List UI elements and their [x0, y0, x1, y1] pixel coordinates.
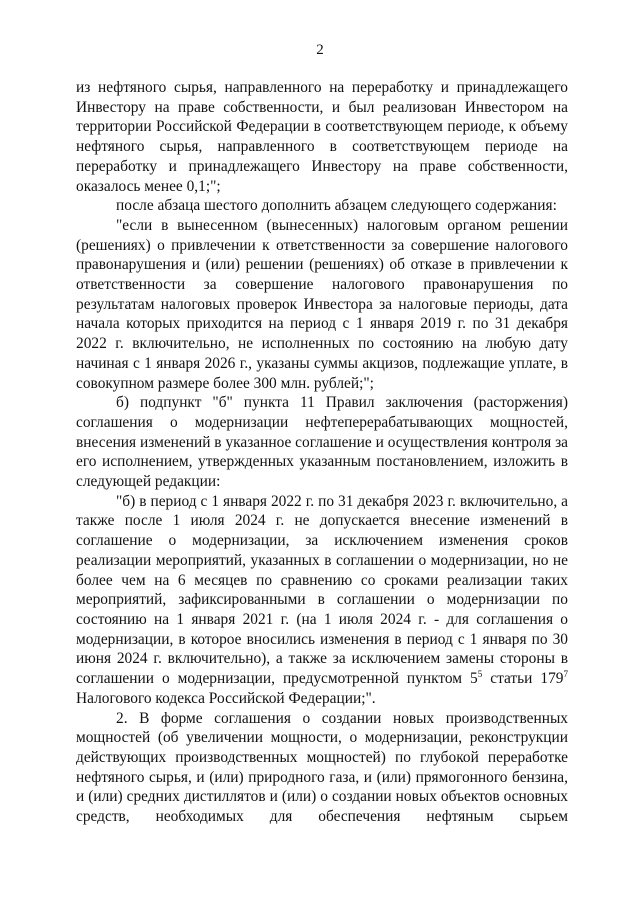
new-wording-article: статьи 179	[482, 670, 564, 688]
paragraph-new-clause: "если в вынесенном (вынесенных) налоговым органом решении (решениях) о привлечении к ответственности за совершение налогового правонарушения и (или) решении (решениях) об отказе в привлечении к ответственности за совершение налогового правонарушения по результатам налоговых проверок Инвестора за налоговые периоды, дата начала которых приходится на период с 1 января 2019 г. по 31 декабря 2022 г. включительно, не исполненных по состоянию на любую дату начиная с 1 января 2026 г., указаны суммы акцизов, подлежащие уплате, в совокупном размере более 300 млн. рублей;";	[76, 216, 568, 392]
superscript-5: 5	[477, 669, 483, 680]
document-body	[76, 78, 568, 827]
paragraph-continuation: из нефтяного сырья, направленного на переработку и принадлежащего Инвестору на праве собственности, и был реализован Инвестором на территории Российской Федерации в соответствующем периоде, к объему нефтяного сырья, направленного в соответствующем периоде на переработку и принадлежащего Инвестору на праве собственности, оказалось менее 0,1;";	[76, 79, 568, 195]
new-wording-text: "б) в период с 1 января 2022 г. по 31 декабря 2023 г. включительно, а также после 1 июля 2024 г. не допускается внесение изменений в соглашение о модернизации, за исключением изменения сроков реализации мероприятий, указанных в соглашении о модернизации, но не более чем на 6 месяцев по сравнению со сроками реализации таких мероприятий, зафиксированными в соглашении о модернизации по состоянию на 1 января 2021 г. (на 1 июля 2024 г. - для соглашения о модернизации, в которое вносились изменения в период с 1 января по 30 июня 2024 г. включительно), а также за исключением замены стороны в соглашении о модернизации, предусмотренной пунктом 5	[76, 492, 568, 688]
paragraph-new-wording	[76, 492, 568, 709]
paragraph-point-2: 2. В форме соглашения о создании новых производственных мощностей (об увеличении мощности, о модернизации, реконструкции действующих производственных мощностей) по глубокой переработке нефтяного сырья, и (или) природного газа, и (или) прямогонного бензина, и (или) средних дистиллятов и (или) о создании новых объектов основных средств, необходимых для обеспечения нефтяным сырьем	[76, 709, 568, 826]
superscript-7: 7	[563, 669, 568, 680]
paragraph-subpoint-b: б) подпункт "б" пункта 11 Правил заключения (расторжения) соглашения о модернизации нефтеперерабатывающих мощностей, внесения изменений в указанное соглашение и осуществления контроля за его исполнением, утвержденных указанным постановлением, изложить в следующей редакции:	[76, 394, 568, 491]
page-number: 2	[316, 42, 324, 58]
paragraph-amendment-instruction: после абзаца шестого дополнить абзацем следующего содержания:	[116, 197, 557, 215]
new-wording-end: Налогового кодекса Российской Федерации;".	[76, 689, 376, 707]
